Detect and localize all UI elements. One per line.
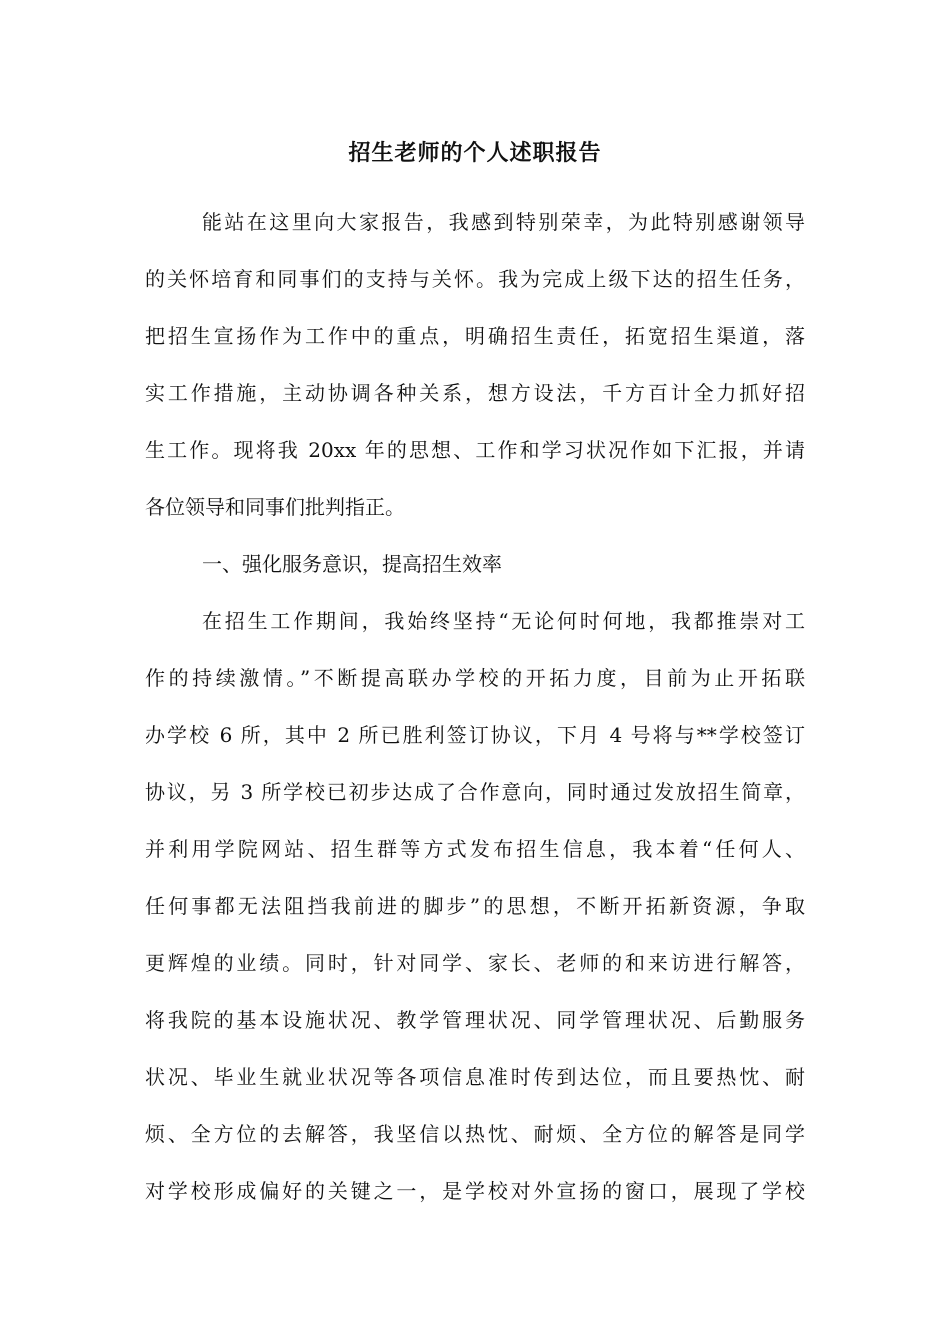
paragraph-line: 办学校 6 所，其中 2 所已胜利签订协议，下月 4 号将与**学校签订: [145, 723, 805, 747]
paragraph-line: 把招生宣扬作为工作中的重点，明确招生责任，拓宽招生渠道，落: [145, 324, 805, 348]
paragraph-line: 状况、毕业生就业状况等各项信息准时传到达位，而且要热忱、耐: [145, 1065, 805, 1089]
paragraph-line: 生工作。现将我 20xx 年的思想、工作和学习状况作如下汇报，并请: [145, 438, 805, 462]
paragraph-line: 并利用学院网站、招生群等方式发布招生信息，我本着“任何人、: [145, 837, 805, 861]
section-heading: 一、强化服务意识，提高招生效率: [202, 552, 502, 576]
paragraph-line: 实工作措施，主动协调各种关系，想方设法，千方百计全力抓好招: [145, 381, 805, 405]
paragraph-line: 各位领导和同事们批判指正。: [145, 495, 405, 519]
paragraph-line: 烦、全方位的去解答，我坚信以热忱、耐烦、全方位的解答是同学: [145, 1122, 805, 1146]
paragraph-line: 作的持续激情。”不断提高联办学校的开拓力度，目前为止开拓联: [145, 666, 805, 690]
paragraph-line: 将我院的基本设施状况、教学管理状况、同学管理状况、后勤服务: [145, 1008, 805, 1032]
paragraph-line: 的关怀培育和同事们的支持与关怀。我为完成上级下达的招生任务，: [145, 267, 805, 291]
paragraph-line: 更辉煌的业绩。同时，针对同学、家长、老师的和来访进行解答，: [145, 951, 805, 975]
paragraph-line: 能站在这里向大家报告，我感到特别荣幸，为此特别感谢领导: [202, 210, 805, 234]
paragraph-line: 任何事都无法阻挡我前进的脚步”的思想，不断开拓新资源，争取: [145, 894, 805, 918]
document-title: 招生老师的个人述职报告: [348, 140, 602, 166]
paragraph-line: 对学校形成偏好的关键之一，是学校对外宣扬的窗口，展现了学校: [145, 1179, 805, 1203]
paragraph-line: 在招生工作期间，我始终坚持“无论何时何地，我都推崇对工: [202, 609, 805, 633]
paragraph-line: 协议，另 3 所学校已初步达成了合作意向，同时通过发放招生简章，: [145, 780, 805, 804]
